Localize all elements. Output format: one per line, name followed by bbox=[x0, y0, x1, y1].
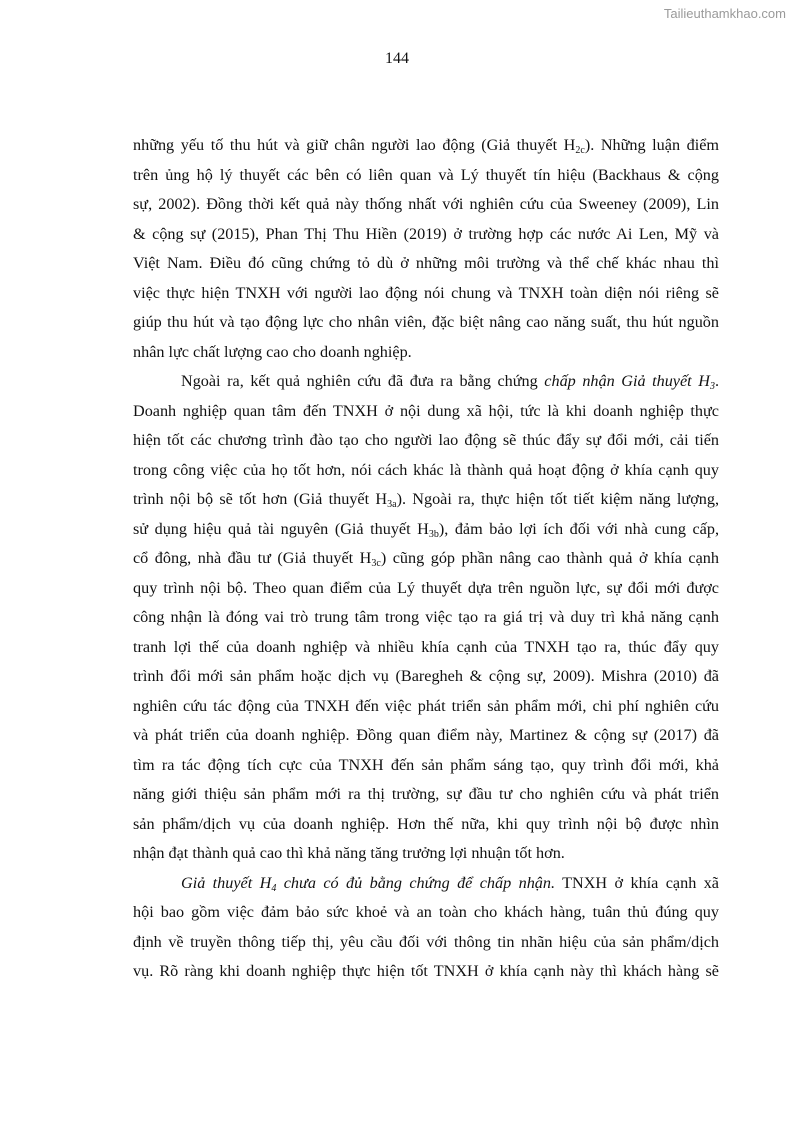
text-line: những yếu tố thu hút và giữ chân người lao động (Giả thuyết $H_{2c}$). Những luận điểm bbox=[133, 136, 720, 156]
text-line: nhận đạt thành quả cao thì khả năng tăng trưởng lợi nhuận tốt hơn. bbox=[133, 844, 565, 862]
text-line: sử dụng hiệu quả tài nguyên (Giả thuyết $H_{3b}$), đảm bảo lợi ích đối với nhà cung cấp, bbox=[133, 519, 719, 540]
text-line: trình đổi mới sản phẩm hoặc dịch vụ (Baregheh & cộng sự, 2009). Mishra (2010) đã bbox=[133, 667, 719, 685]
text-line: sự, 2002). Đồng thời kết quả này thống nhất với nghiên cứu của Sweeney (2009), Lin bbox=[133, 195, 719, 213]
text-line: công nhận là đóng vai trò trung tâm trong việc tạo ra giá trị và duy trì khả năng cạnh bbox=[133, 608, 719, 626]
text-line: việc thực hiện TNXH với người lao động nói chung và TNXH toàn diện nói riêng sẽ bbox=[133, 283, 719, 302]
text-line: và phát triển của doanh nghiệp. Đồng quan điểm này, Martinez & cộng sự (2017) đã bbox=[133, 726, 719, 744]
text-line: hội bao gồm việc đảm bảo sức khoẻ và an toàn cho khách hàng, tuân thủ đúng quy bbox=[133, 903, 719, 921]
text-line: trong công việc của họ tốt hơn, nói cách khác là thành quả hoạt động ở khía cạnh quy bbox=[133, 460, 719, 479]
text-line: giúp thu hút và tạo động lực cho nhân viên, đặc biệt nâng cao năng suất, thu hút nguồn bbox=[133, 313, 719, 331]
text-line: tranh lợi thế của doanh nghiệp và nhiều khía cạnh của TNXH tạo ra, thúc đẩy quy bbox=[133, 637, 719, 656]
text-line: nghiên cứu tác động của TNXH đến việc phát triển sản phẩm mới, chi phí nghiên cứu bbox=[133, 696, 719, 715]
text-line: vụ. Rõ ràng khi doanh nghiệp thực hiện tốt TNXH ở khía cạnh này thì khách hàng sẽ bbox=[133, 962, 719, 980]
text-line: định về truyền thông tiếp thị, yêu cầu đối với thông tin nhãn hiệu của sản phẩm/dịch bbox=[133, 932, 719, 951]
text-line: hiện tốt các chương trình đào tạo cho người lao động sẽ thúc đẩy sự đổi mới, cải tiến bbox=[133, 431, 719, 449]
text-line: tìm ra tác động tích cực của TNXH đến sản phẩm sáng tạo, quy trình đổi mới, khả bbox=[133, 755, 719, 774]
text-line: cổ đông, nhà đầu tư (Giả thuyết $H_{3c}$) cũng góp phần nâng cao thành quả ở khía cạnh bbox=[133, 549, 719, 569]
text-line: Việt Nam. Điều đó cũng chứng tỏ dù ở những môi trường và thể chế khác nhau thì bbox=[133, 254, 719, 272]
text-line: trên ủng hộ lý thuyết các bên có liên quan và Lý thuyết tín hiệu (Backhaus & cộng bbox=[133, 165, 719, 184]
text-line: nhân lực chất lượng cao cho doanh nghiệp. bbox=[133, 342, 412, 361]
text-line: Giả thuyết $H_4$ chưa có đủ bằng chứng để chấp nhận. TNXH ở khía cạnh xã bbox=[181, 873, 719, 894]
text-line: Ngoài ra, kết quả nghiên cứu đã đưa ra bằng chứng chấp nhận Giả thuyết $H_3$. bbox=[181, 372, 719, 392]
text-line: trình nội bộ sẽ tốt hơn (Giả thuyết $H_{3a}$). Ngoài ra, thực hiện tốt tiết kiệm năng lượng, bbox=[133, 490, 719, 510]
text-line: sản phẩm/dịch vụ của doanh nghiệp. Hơn thế nữa, khi quy trình nội bộ được nhìn bbox=[133, 814, 719, 833]
document-body bbox=[133, 131, 719, 987]
text-line: Doanh nghiệp quan tâm đến TNXH ở nội dung xã hội, tức là khi doanh nghiệp thực bbox=[133, 401, 719, 420]
text-line: năng giới thiệu sản phẩm mới ra thị trường, sự đầu tư cho nghiên cứu và phát triển bbox=[133, 785, 719, 803]
page-number: 144 bbox=[385, 50, 409, 67]
watermark: Tailieuthamkhao.com bbox=[663, 6, 786, 21]
text-line: & cộng sự (2015), Phan Thị Thu Hiền (2019) ở trường hợp các nước Ai Len, Mỹ và bbox=[133, 224, 719, 243]
text-line: quy trình nội bộ. Theo quan điểm của Lý thuyết dựa trên nguồn lực, sự đổi mới được bbox=[133, 578, 719, 597]
